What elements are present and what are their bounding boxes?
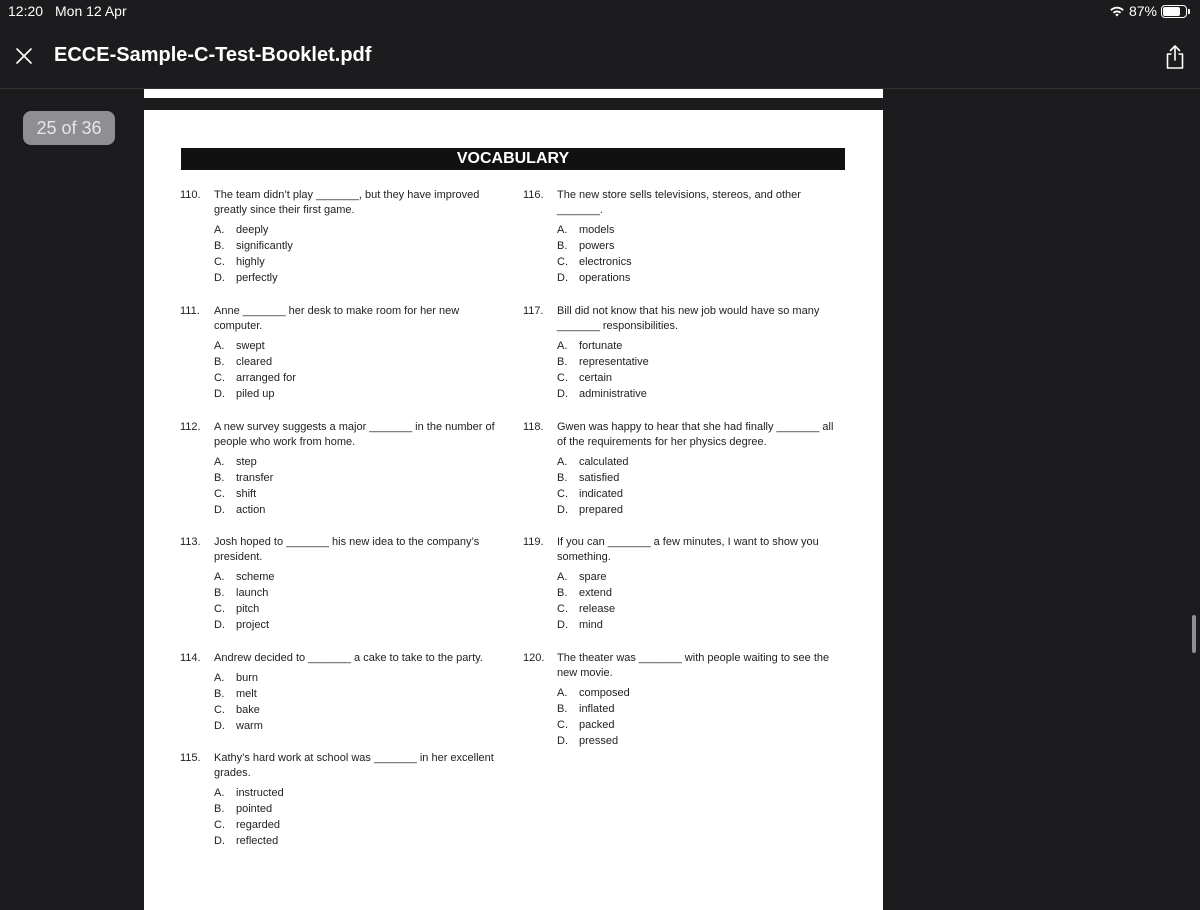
question: [180, 188, 500, 304]
question-text: Bill did not know that his new job would have so many _______ responsibilities.: [557, 305, 820, 332]
option: C. packed: [557, 719, 615, 731]
question-text: Kathy’s hard work at school was _______ in her excellent grades.: [214, 752, 494, 779]
option: D. pressed: [557, 735, 619, 747]
question: [523, 188, 843, 304]
option: B. significantly: [214, 240, 293, 252]
question-number: 110.: [180, 189, 201, 201]
option: A. models: [557, 224, 615, 236]
question: [180, 535, 500, 651]
status-right: [1109, 3, 1190, 19]
options: [180, 785, 500, 849]
option: A. composed: [557, 687, 630, 699]
option: B. cleared: [214, 356, 273, 368]
option: C. regarded: [214, 819, 281, 831]
status-date: Mon 12 Apr: [55, 3, 127, 19]
status-bar: [0, 0, 1200, 24]
question: [180, 420, 500, 535]
option: C. pitch: [214, 603, 260, 615]
option: C. bake: [214, 704, 260, 716]
question-text: If you can _______ a few minutes, I want to show you something.: [557, 536, 819, 563]
question-text: A new survey suggests a major _______ in the number of people who work from home.: [214, 421, 495, 448]
option: D. reflected: [214, 835, 279, 847]
question: [523, 651, 843, 749]
question-number: 111.: [180, 305, 200, 317]
question-text: The new store sells televisions, stereos, and other _______.: [557, 189, 801, 216]
options: [523, 569, 843, 633]
option: D. piled up: [214, 388, 275, 400]
option: B. extend: [557, 587, 613, 599]
option: A. swept: [214, 340, 265, 352]
battery-tip: [1188, 9, 1190, 14]
option: B. satisfied: [557, 472, 620, 484]
question: [180, 304, 500, 420]
option: D. warm: [214, 720, 263, 732]
option: D. prepared: [557, 504, 624, 516]
question-text: The team didn’t play _______, but they have improved greatly since their first game.: [214, 189, 480, 216]
question: [523, 304, 843, 420]
option: B. pointed: [214, 803, 273, 815]
question-text: Andrew decided to _______ a cake to take to the party.: [214, 652, 483, 664]
option: D. project: [214, 619, 270, 631]
option: B. powers: [557, 240, 615, 252]
option: C. shift: [214, 488, 257, 500]
question-text: Anne _______ her desk to make room for her new computer.: [214, 305, 460, 332]
title-bar: [0, 24, 1200, 89]
questions-left-column: [180, 188, 500, 849]
options: [180, 569, 500, 633]
options: [523, 454, 843, 518]
options: [180, 670, 500, 734]
option: B. inflated: [557, 703, 615, 715]
question-number: 115.: [180, 752, 201, 764]
section-title: VOCABULARY: [181, 148, 845, 170]
option: B. representative: [557, 356, 649, 368]
option: C. certain: [557, 372, 613, 384]
option: C. indicated: [557, 488, 624, 500]
question-number: 118.: [523, 421, 544, 433]
battery-fill: [1163, 7, 1180, 16]
document-title: ECCE-Sample-C-Test-Booklet.pdf: [54, 44, 372, 66]
option: A. scheme: [214, 571, 275, 583]
option: C. arranged for: [214, 372, 296, 384]
options: [523, 222, 843, 286]
battery-icon: [1161, 5, 1187, 18]
option: A. fortunate: [557, 340, 623, 352]
wifi-icon: [1109, 4, 1125, 18]
option: D. administrative: [557, 388, 647, 400]
share-icon[interactable]: [1164, 44, 1186, 70]
option: B. transfer: [214, 472, 274, 484]
question-text: Gwen was happy to hear that she had finally _______ all of the requirements for her physics degree.: [557, 421, 834, 448]
option: B. melt: [214, 688, 257, 700]
option: A. calculated: [557, 456, 629, 468]
question-text: Josh hoped to _______ his new idea to the company’s president.: [214, 536, 480, 563]
question: [180, 651, 500, 751]
question-number: 116.: [523, 189, 544, 201]
question-text: The theater was _______ with people waiting to see the new movie.: [557, 652, 830, 679]
option: B. launch: [214, 587, 269, 599]
close-icon[interactable]: [14, 46, 34, 66]
options: [180, 338, 500, 402]
option: A. instructed: [214, 787, 284, 799]
option: D. action: [214, 504, 266, 516]
option: D. perfectly: [214, 272, 278, 284]
status-time: 12:20: [8, 3, 44, 19]
question-number: 120.: [523, 652, 545, 664]
questions-right-column: [523, 188, 843, 749]
option: A. burn: [214, 672, 259, 684]
question: [180, 751, 500, 849]
options: [523, 338, 843, 402]
options: [180, 222, 500, 286]
option: D. mind: [557, 619, 603, 631]
option: D. operations: [557, 272, 631, 284]
scroll-indicator[interactable]: [1192, 615, 1196, 653]
pdf-page[interactable]: [144, 110, 883, 910]
options: [523, 685, 843, 749]
option: C. highly: [214, 256, 265, 268]
previous-page-edge: [144, 89, 883, 98]
option: C. release: [557, 603, 616, 615]
question-number: 117.: [523, 305, 544, 317]
question-number: 113.: [180, 536, 201, 548]
question: [523, 420, 843, 535]
page-indicator: 25 of 36: [23, 111, 115, 145]
question-number: 112.: [180, 421, 201, 433]
question-number: 119.: [523, 536, 544, 548]
option: A. spare: [557, 571, 607, 583]
option: A. step: [214, 456, 257, 468]
option: C. electronics: [557, 256, 632, 268]
question-number: 114.: [180, 652, 201, 664]
option: A. deeply: [214, 224, 269, 236]
battery-percent: 87%: [1128, 3, 1157, 19]
options: [180, 454, 500, 518]
question: [523, 535, 843, 651]
